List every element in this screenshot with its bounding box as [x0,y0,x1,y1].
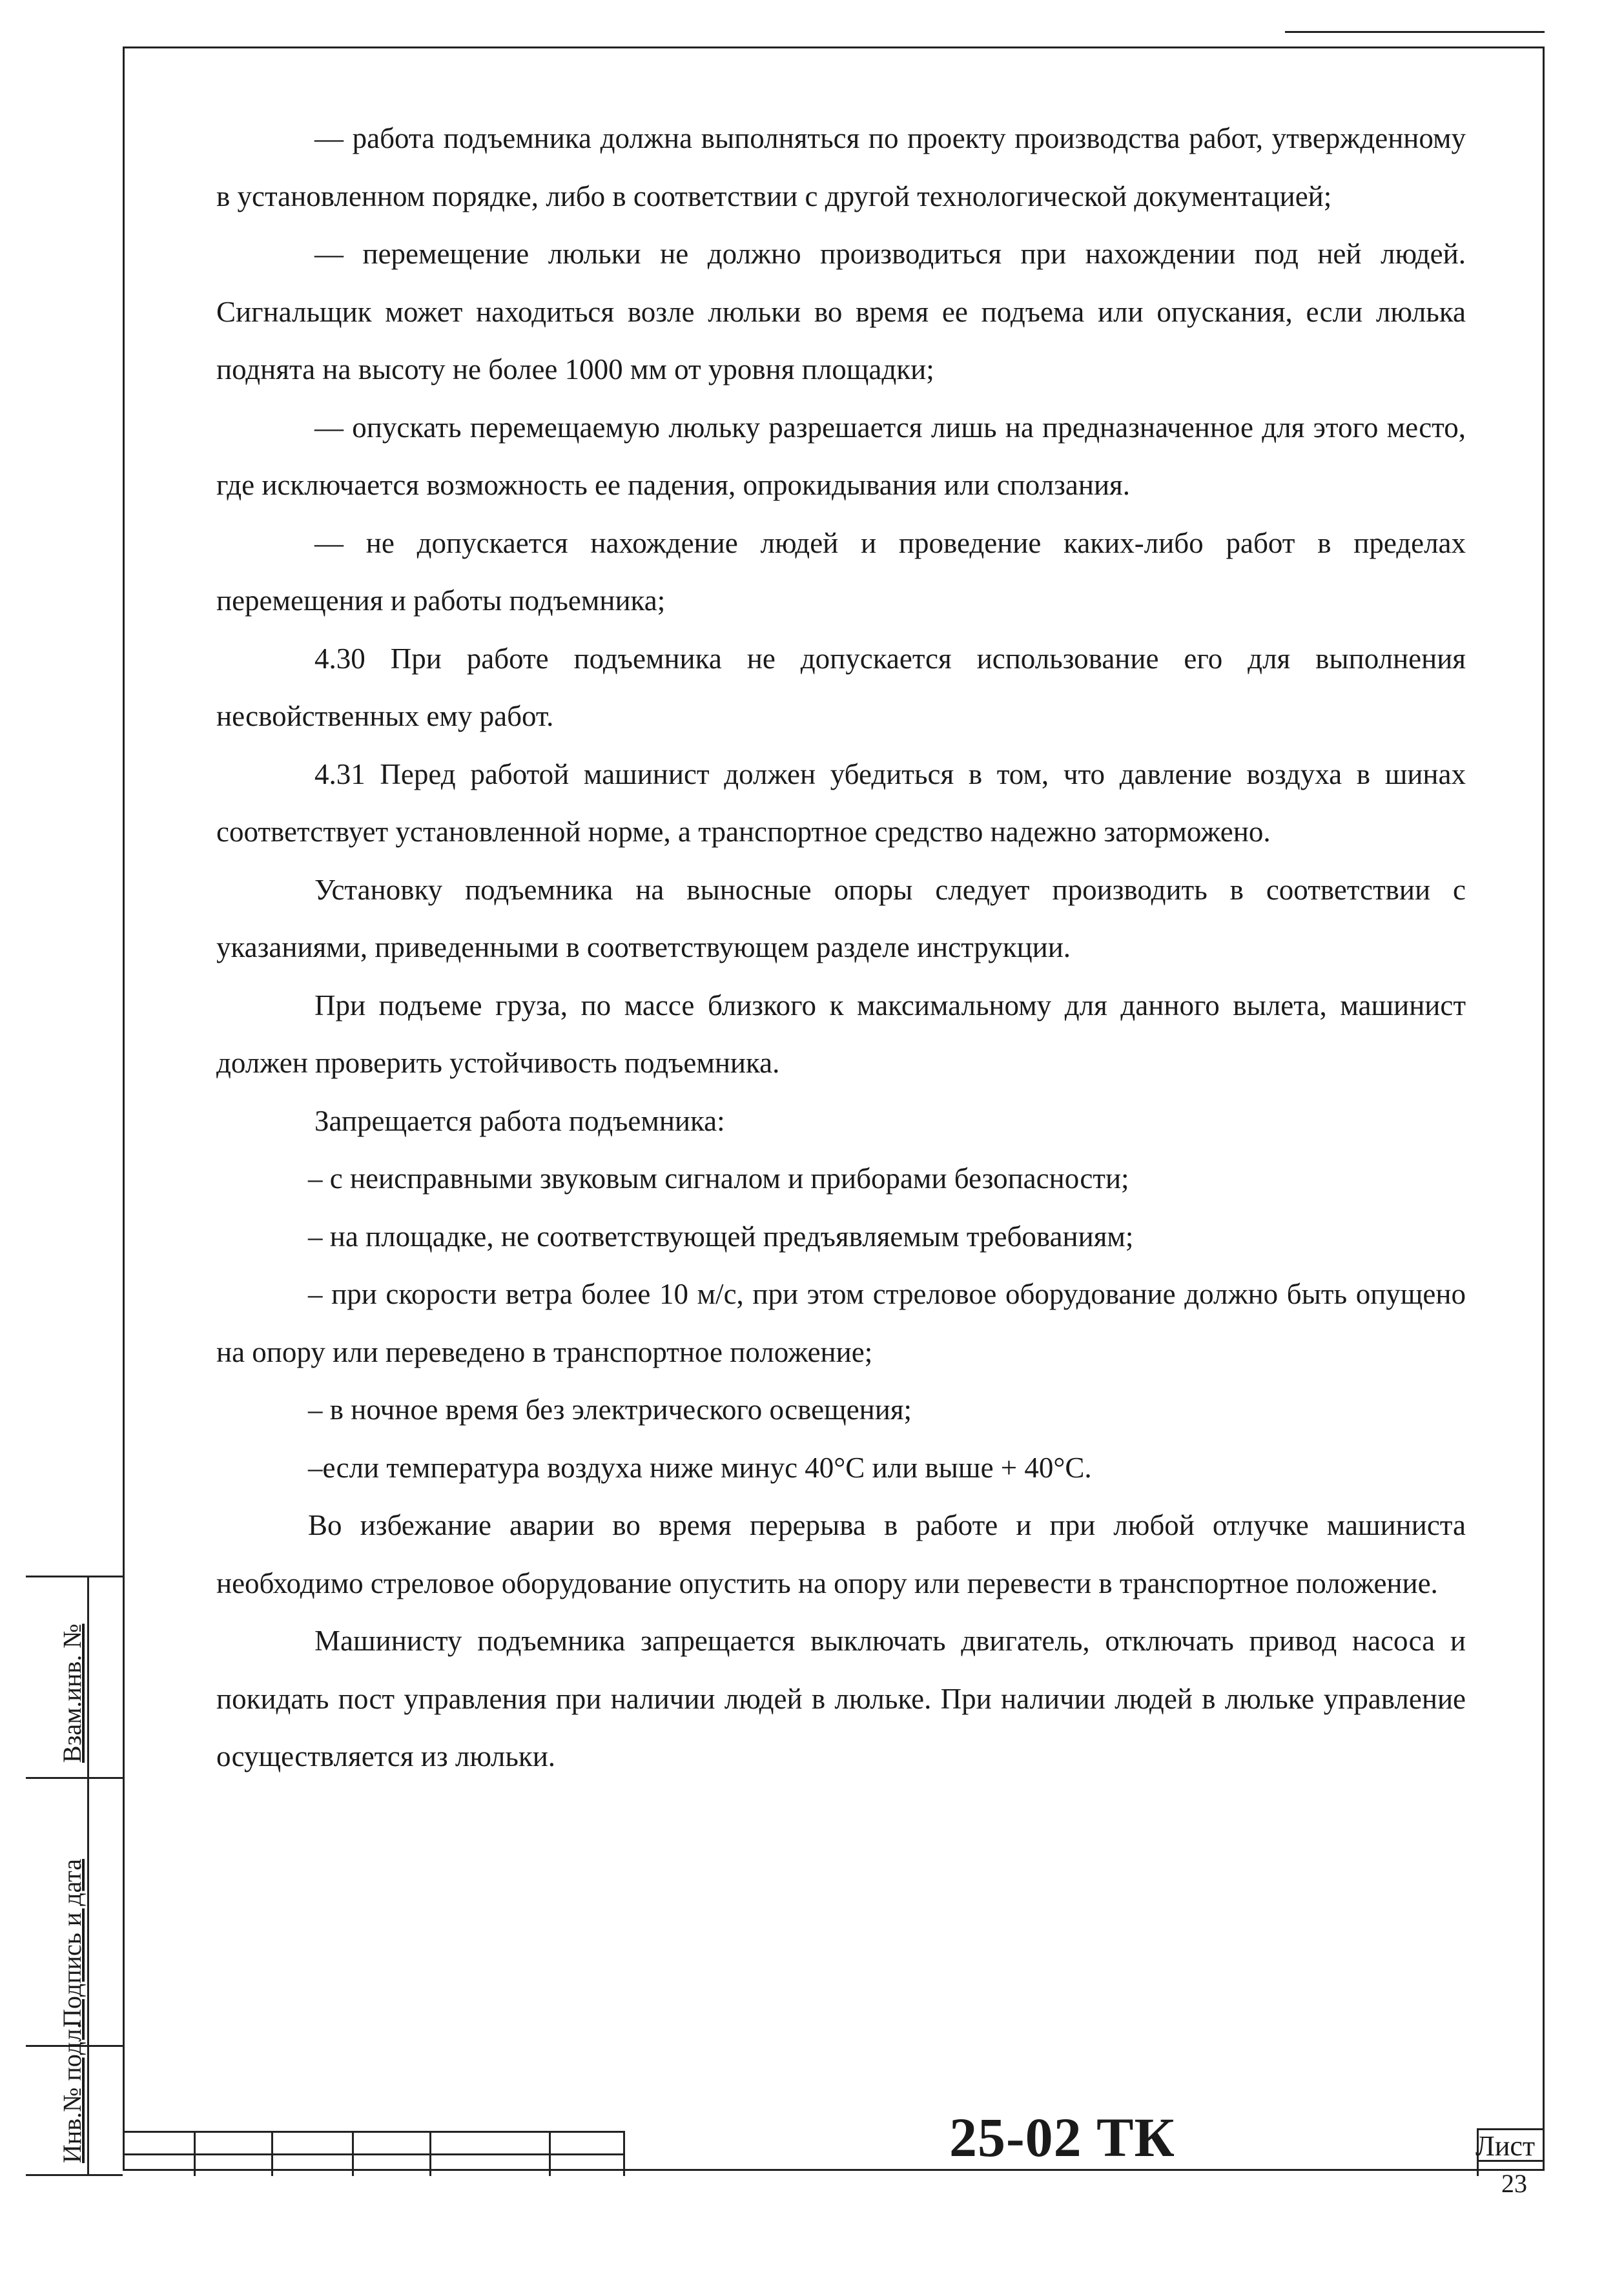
paragraph: – в ночное время без электрического освещения; [308,1393,912,1426]
paragraph: – с неисправными звуковым сигналом и приборами безопасности; [308,1162,1129,1195]
title-block-line [549,2131,551,2176]
frame-top-line [1285,31,1545,33]
paragraph: Во избежание аварии во время перерыва в работе и при любой отлучке машиниста необходимо стреловое оборудование опустить на опору или перевести в транспортное положение. [216,1509,1466,1599]
paragraph: — работа подъемника должна выполняться по проекту производства работ, утвержденному в установленном порядке, либо в соответствии с другой технологической документацией; [216,122,1466,212]
paragraph: –если температура воздуха ниже минус 40°С или выше + 40°С. [308,1451,1092,1484]
paragraph: – при скорости ветра более 10 м/с, при этом стреловое оборудование должно быть опущено на опору или переведено в транспортное положение; [216,1278,1466,1368]
body-text [216,110,1466,1786]
paragraph: 4.30 При работе подъемника не допускается использование его для выполнения несвойственных ему работ. [216,642,1466,732]
title-block-line [429,2131,431,2176]
title-block-line [271,2131,273,2176]
document-code: 25-02 ТК [949,2106,1175,2168]
sheet-label: Лист [1475,2130,1536,2162]
paragraph: Установку подъемника на выносные опоры следует производить в соответствии с указаниями, приведенными в соответствующем разделе инструкции. [216,873,1466,963]
title-block-line [352,2131,354,2176]
paragraph: — опускать перемещаемую люльку разрешается лишь на предназначенное для этого место, где исключается возможность ее падения, опрокидывания или сползания. [216,411,1466,501]
side-stamp [26,1576,124,2176]
title-block-line [194,2131,196,2176]
stamp-row-line [26,1777,123,1779]
stamp-row-line [26,1576,123,1577]
paragraph: — перемещение люльки не должно производиться при нахождении под ней людей. Сигнальщик может находиться возле люльки во время ее подъема или опускания, если люлька поднята на высоту не более 1000 мм от уровня площадки; [216,238,1466,385]
title-block-line [623,2131,625,2176]
stamp-divider [87,1576,89,2176]
stamp-label-signature-date: Подпись и дата [57,1858,87,2028]
title-block-line [123,2153,623,2155]
stamp-label-replacement-inv: Взам.инв. № [57,1623,87,1763]
paragraph: — не допускается нахождение людей и проведение каких-либо работ в пределах перемещения и работы подъемника; [216,526,1466,617]
title-block-line [123,2131,623,2133]
paragraph: 4.31 Перед работой машинист должен убедиться в том, что давление воздуха в шинах соответствует установленной норме, а транспортное средство надежно заторможено. [216,757,1466,848]
paragraph: При подъеме груза, по массе близкого к максимальному для данного вылета, машинист должен проверить устойчивость подъемника. [216,989,1466,1079]
stamp-label-original-inv: Инв.№ подл. [57,2022,87,2163]
paragraph: Машинисту подъемника запрещается выключать двигатель, отключать привод насоса и покидать пост управления при наличии людей в люльке. При наличии людей в люльке управление осуществляется из люльки. [216,1625,1466,1772]
paragraph: Запрещается работа подъемника: [314,1104,725,1137]
stamp-row-line [26,2174,123,2176]
paragraph: – на площадке, не соответствующей предъявляемым требованиям; [308,1220,1134,1253]
sheet-number: 23 [1501,2169,1527,2198]
title-block [123,2131,1545,2176]
